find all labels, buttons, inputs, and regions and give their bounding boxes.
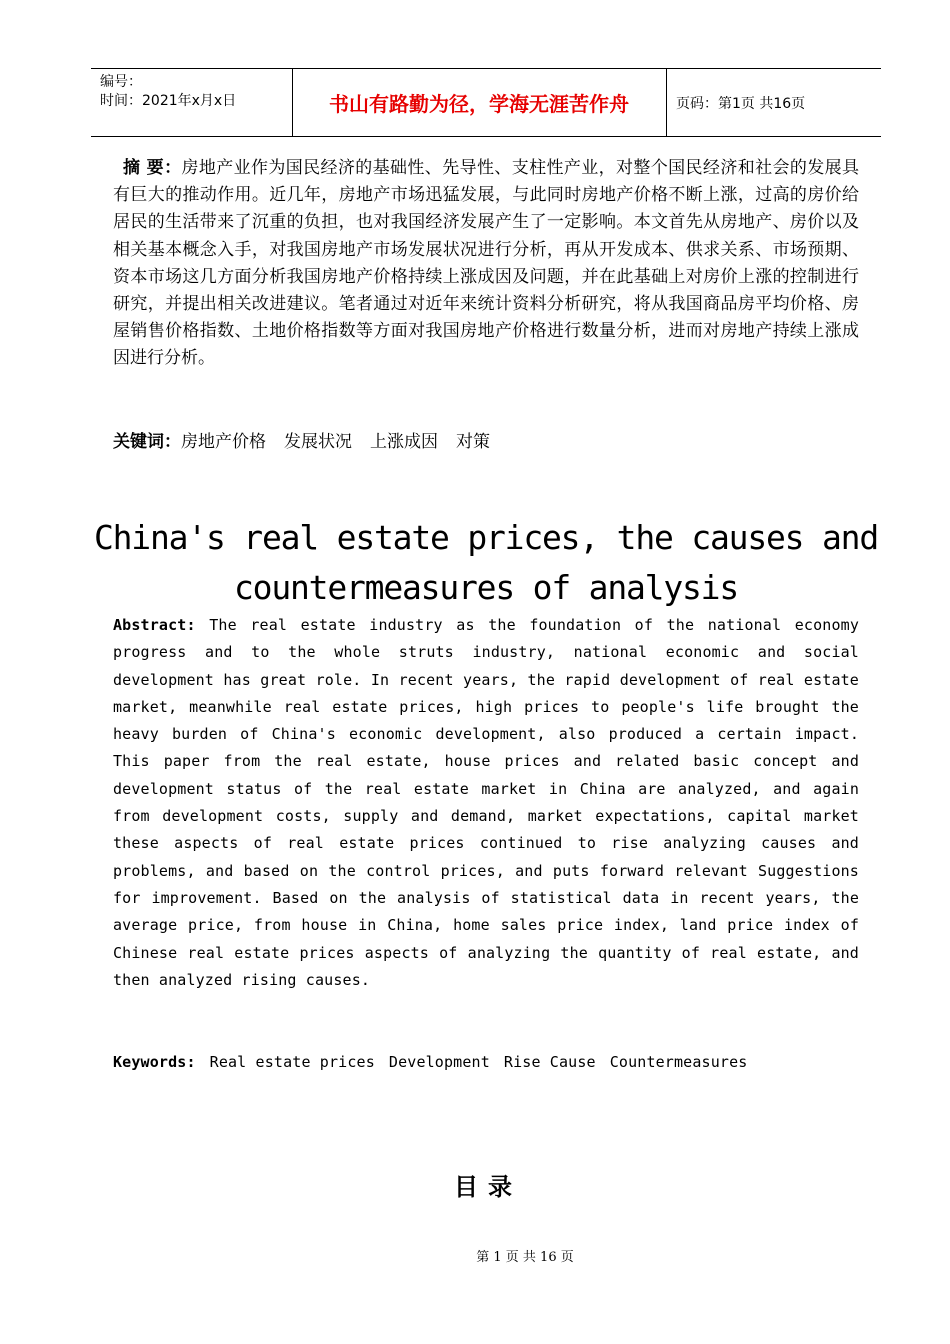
page-footer: 第 1 页 共 16 页 — [476, 1250, 574, 1265]
header-motto: 书山有路勤为径，学海无涯苦作舟 — [329, 92, 629, 116]
english-abstract-text: The real estate industry as the foundation of the national economy progress and to the whole struts industry, national economic and social development has great role. In recent years, the rapid development of real estate market, meanwhile real estate prices, high prices to people's life brought the heavy burden of China's economic development, also produced a certain impact. This paper from the real estate, house prices and related basic concept and development status of the real estate market in China are analyzed, and again from development costs, supply and demand, market expectations, capital market these aspects of real estate prices continued to rise analyzing causes and problems, and based on the control prices, and puts forward relevant Suggestions for improvement. Based on the analysis of statistical data in recent years, the average price, from house in China, home sales price index, land price index of Chinese real estate prices aspects of analyzing the quantity of real estate, and then analyzed rising causes. — [113, 616, 859, 989]
english-keywords — [113, 1048, 859, 1076]
english-abstract — [113, 612, 859, 994]
time-label: 时间：2021年x月x日 — [100, 93, 237, 109]
chinese-abstract-text: 房地产业作为国民经济的基础性、先导性、支柱性产业，对整个国民经济和社会的发展具有巨大的推动作用。近几年，房地产市场迅猛发展，与此同时房地产价格不断上涨，过高的房价给居民的生活带来了沉重的负担，也对我国经济发展产生了一定影响。本文首先从房地产、房价以及相关基本概念入手，对我国房地产市场发展状况进行分析，再从开发成本、供求关系、市场预期、资本市场这几方面分析我国房地产价格持续上涨成因及问题，并在此基础上对房价上涨的控制进行研究，并提出相关改进建议。笔者通过对近年来统计资料分析研究，将从我国商品房平均价格、房屋销售价格指数、土地价格指数等方面对我国房地产价格进行数量分析，进而对房地产持续上涨成因进行分析。 — [113, 158, 859, 369]
header-divider — [292, 69, 293, 136]
english-title — [60, 513, 912, 613]
english-abstract-label: Abstract: — [113, 616, 196, 634]
number-label: 编号： — [100, 74, 142, 90]
chinese-abstract — [113, 155, 859, 373]
chinese-keywords — [113, 428, 859, 456]
table-of-contents-title: 目录 — [454, 1173, 522, 1201]
header-meta — [100, 73, 290, 111]
chinese-keyword: 上涨成因 — [370, 432, 438, 452]
chinese-keyword: 对策 — [456, 432, 490, 452]
english-keyword: Rise Cause — [503, 1053, 596, 1071]
chinese-keyword: 房地产价格 — [181, 432, 266, 452]
chinese-keywords-label: 关键词： — [113, 432, 181, 452]
english-keywords-label: Keywords: — [113, 1053, 196, 1071]
header-page-number: 页码：第1页 共16页 — [676, 95, 806, 112]
english-keyword: Development — [388, 1053, 490, 1071]
page-header — [91, 68, 881, 137]
english-title-line: China's real estate prices, the causes and — [93, 518, 879, 557]
english-keyword: Real estate prices — [209, 1053, 375, 1071]
chinese-keyword: 发展状况 — [284, 432, 352, 452]
english-title-line: countermeasures of analysis — [233, 568, 739, 607]
chinese-abstract-label: 摘 要： — [123, 158, 182, 178]
header-divider — [666, 69, 667, 136]
english-keyword: Countermeasures — [609, 1053, 748, 1071]
